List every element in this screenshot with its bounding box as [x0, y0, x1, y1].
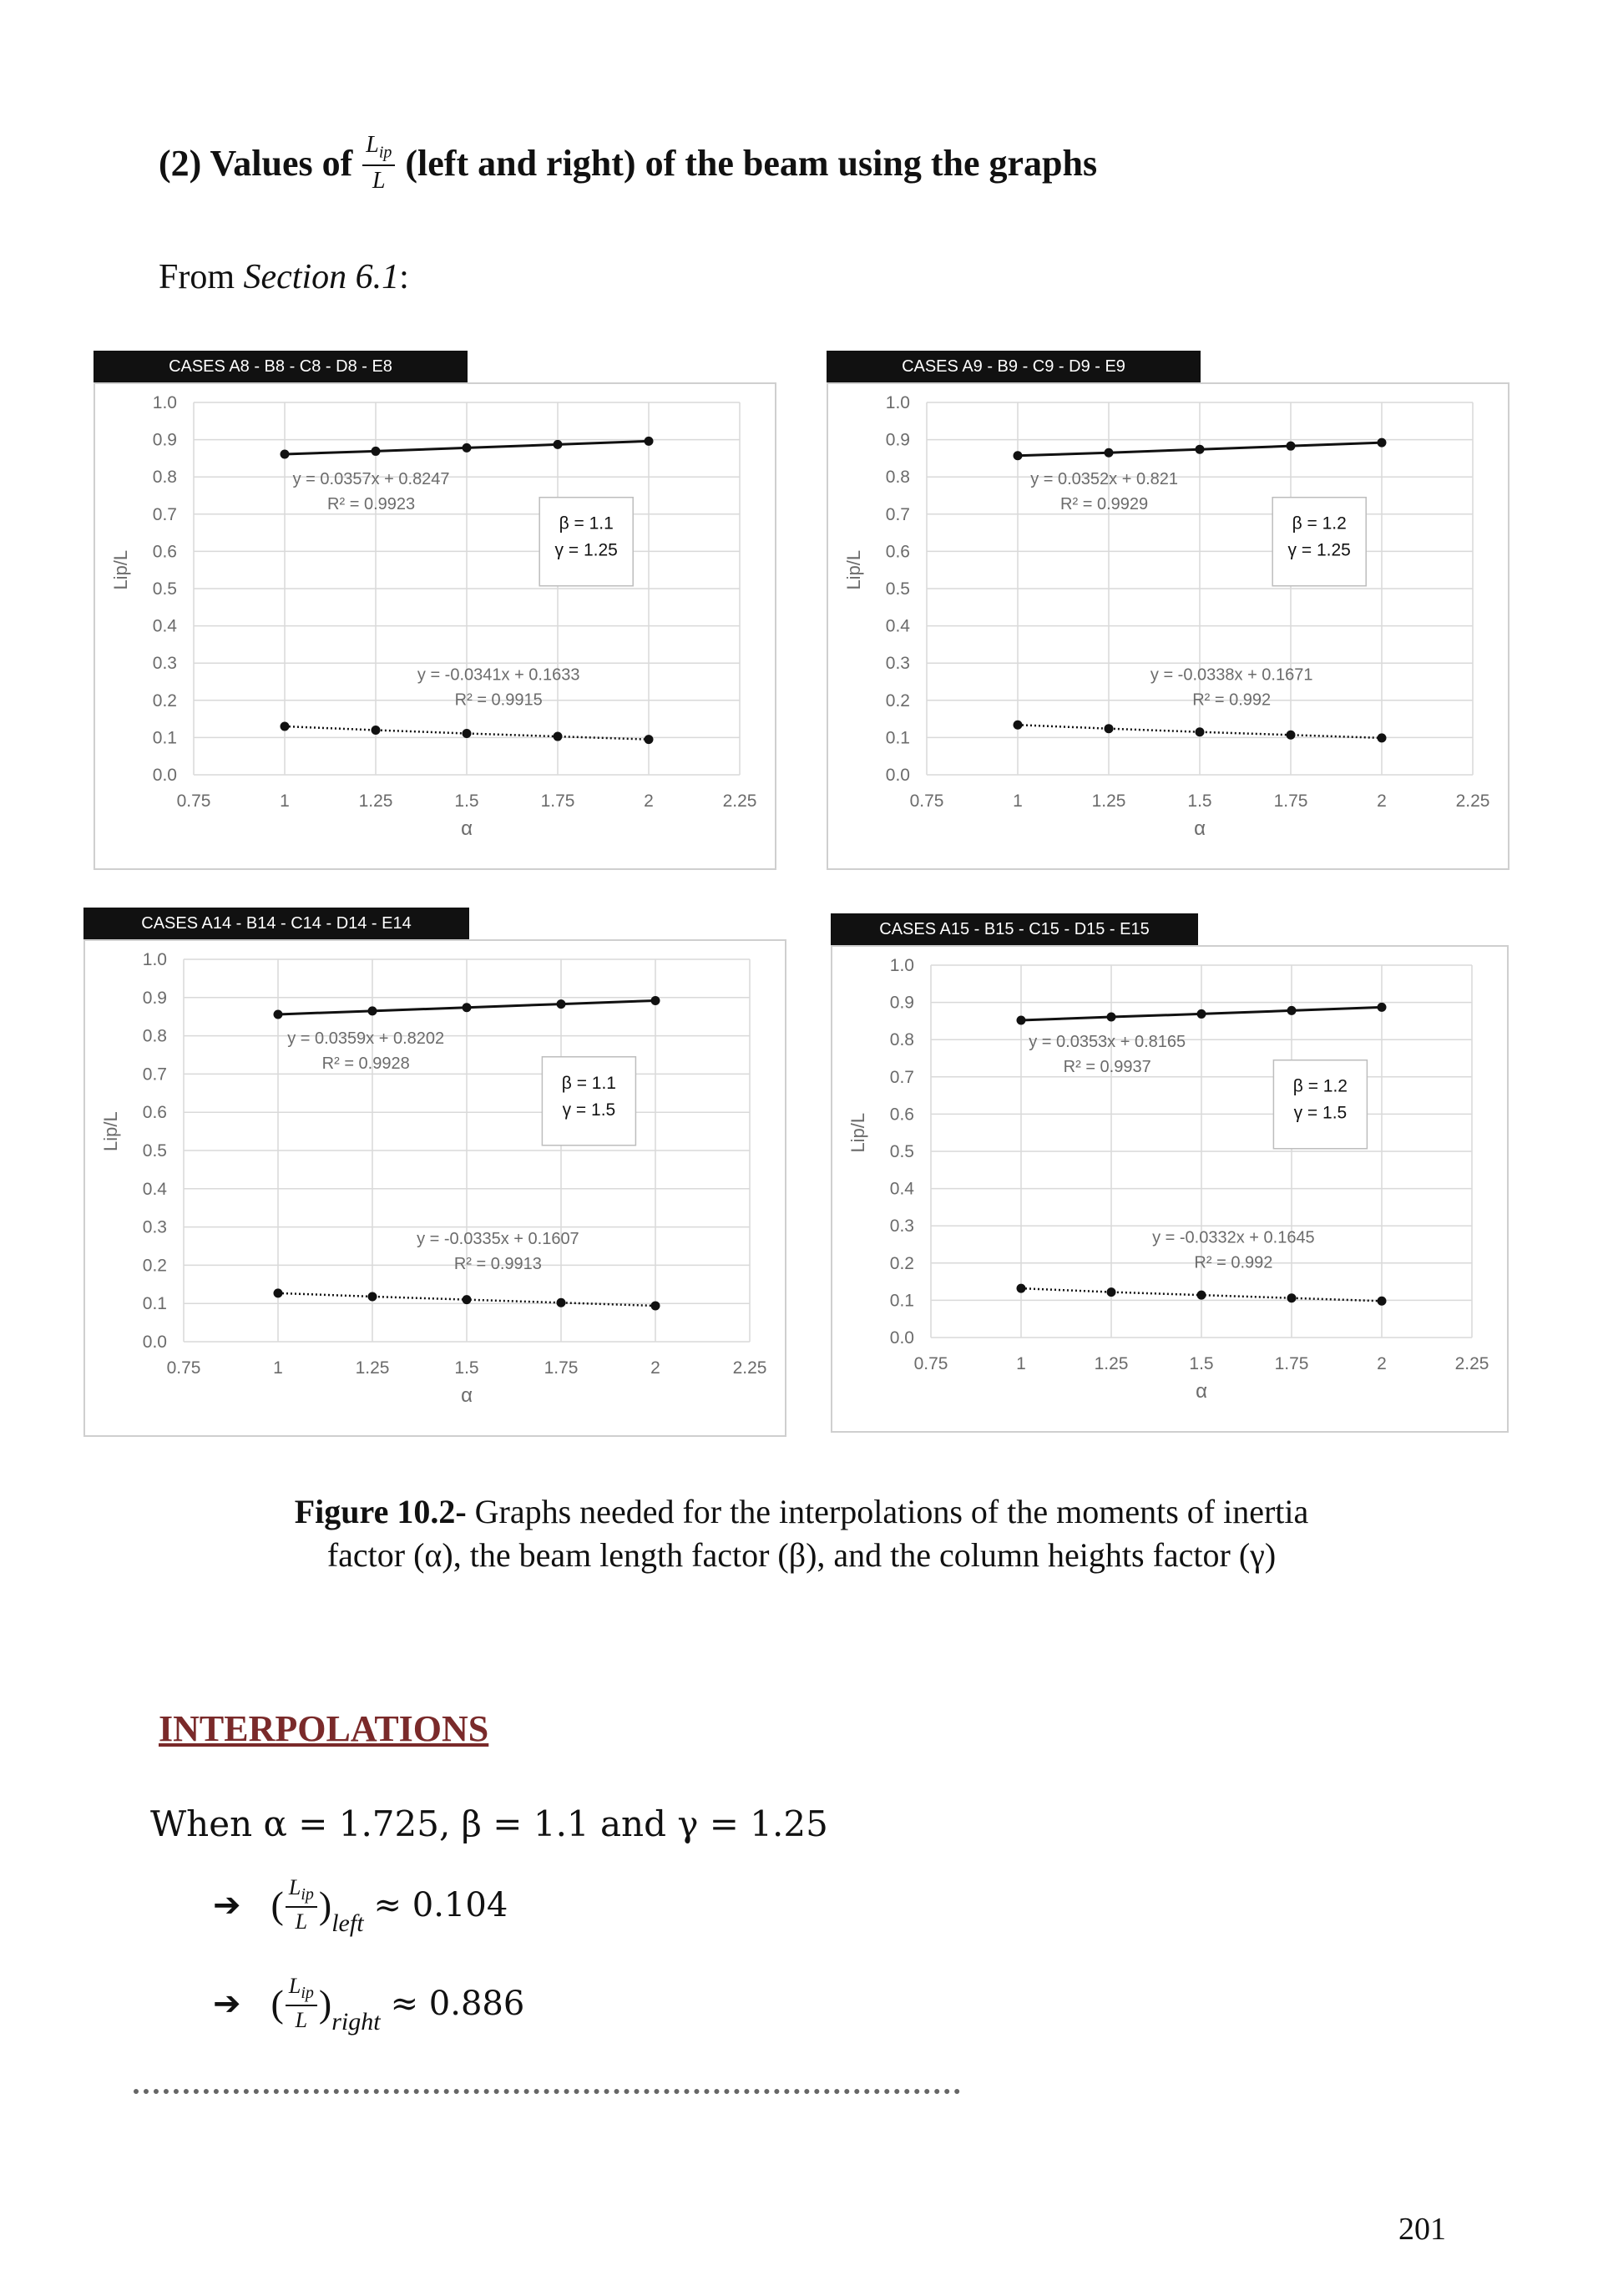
- data-point: [1197, 1291, 1206, 1300]
- data-point: [1196, 445, 1205, 454]
- y-tick-label: 0.2: [152, 690, 177, 711]
- y-tick-label: 0.8: [889, 1030, 914, 1050]
- from-section-line: [159, 257, 409, 297]
- parameter-label: γ = 1.5: [562, 1100, 616, 1120]
- x-tick-label: 2: [644, 791, 654, 811]
- data-point: [1105, 448, 1114, 458]
- heading-prefix: (2) Values of: [159, 142, 353, 184]
- trendline-equation: y = 0.0357x + 0.8247: [292, 470, 450, 489]
- frac-numerator: L: [288, 1875, 301, 1899]
- data-point: [645, 437, 654, 446]
- from-suffix: :: [399, 258, 409, 296]
- chart-svg: [95, 384, 775, 868]
- data-point: [372, 726, 381, 735]
- y-tick-label: 0.1: [152, 728, 177, 748]
- result-value: ≈ 0.104: [373, 1885, 508, 1924]
- result-value: ≈ 0.886: [390, 1984, 525, 2023]
- y-tick-label: 0.3: [152, 654, 177, 674]
- parameter-label: β = 1.2: [1292, 1076, 1348, 1096]
- y-tick-label: 0.5: [152, 579, 177, 599]
- y-tick-label: 0.3: [885, 654, 910, 674]
- arrow-right-icon: ➔: [213, 1984, 241, 2023]
- y-tick-label: 0.7: [152, 504, 177, 524]
- data-point: [1378, 733, 1387, 742]
- data-point: [463, 1295, 472, 1304]
- caption-line-2: factor (α), the beam length factor (β), and the column heights factor (γ): [326, 1536, 1277, 1574]
- y-tick-label: 0.3: [889, 1216, 914, 1237]
- data-point: [1107, 1287, 1116, 1297]
- y-tick-label: 0.6: [885, 542, 910, 562]
- x-tick-label: 0.75: [909, 791, 944, 811]
- data-point: [1287, 442, 1296, 451]
- x-axis-label: α: [461, 1384, 473, 1407]
- trendline-equation: y = 0.0359x + 0.8202: [287, 1029, 445, 1048]
- data-point: [281, 449, 290, 458]
- y-axis-label: Lip/L: [847, 1112, 868, 1153]
- y-tick-label: 0.7: [889, 1067, 914, 1087]
- x-tick-label: 0.75: [913, 1354, 948, 1373]
- x-tick-label: 1.75: [1273, 791, 1308, 811]
- chart-frame: [831, 945, 1509, 1433]
- x-axis-label: α: [461, 817, 473, 840]
- heading-suffix: (left and right) of the beam using the graphs: [405, 142, 1098, 184]
- lip-over-l-fraction: [286, 1975, 317, 2031]
- x-tick-label: 1: [273, 1358, 283, 1378]
- y-tick-label: 0.0: [889, 1328, 914, 1348]
- y-tick-label: 0.0: [152, 766, 177, 785]
- figure-caption: [209, 1490, 1394, 1577]
- data-point: [1287, 1006, 1297, 1015]
- trendline-r-squared: R² = 0.9929: [1060, 495, 1149, 514]
- x-tick-label: 2: [1377, 1354, 1387, 1373]
- lip-over-l-fraction: [286, 1877, 317, 1933]
- data-point: [645, 735, 654, 744]
- trendline-r-squared: R² = 0.9923: [327, 495, 416, 514]
- x-tick-label: 1.75: [544, 1358, 579, 1378]
- data-point: [651, 1301, 660, 1310]
- frac-denominator: L: [372, 167, 386, 194]
- trendline-equation: y = -0.0332x + 0.1645: [1152, 1228, 1315, 1247]
- y-tick-label: 0.5: [142, 1141, 167, 1161]
- y-tick-label: 0.6: [142, 1103, 167, 1123]
- x-tick-label: 2.25: [732, 1358, 767, 1378]
- parameter-label: γ = 1.25: [554, 540, 618, 560]
- x-tick-label: 1.5: [1189, 1354, 1214, 1373]
- section-heading: [159, 134, 1097, 193]
- y-tick-label: 0.2: [889, 1253, 914, 1273]
- y-tick-label: 0.2: [885, 690, 910, 711]
- data-point: [372, 447, 381, 456]
- data-point: [274, 1288, 283, 1297]
- x-tick-label: 1.75: [540, 791, 575, 811]
- x-tick-label: 1.25: [1094, 1354, 1129, 1373]
- data-point: [463, 443, 472, 453]
- y-tick-label: 0.0: [142, 1333, 167, 1352]
- caption-line-1: Graphs needed for the interpolations of the moments of inertia: [466, 1493, 1309, 1530]
- trendline-r-squared: R² = 0.9928: [321, 1054, 410, 1073]
- y-tick-label: 0.9: [142, 988, 167, 1008]
- data-point: [1107, 1012, 1116, 1021]
- data-point: [1287, 1293, 1297, 1302]
- x-tick-label: 1.75: [1274, 1354, 1309, 1373]
- data-point: [1017, 1284, 1026, 1293]
- data-point: [274, 1009, 283, 1019]
- y-tick-label: 0.9: [152, 430, 177, 450]
- parameter-label: β = 1.1: [559, 513, 614, 534]
- y-tick-label: 0.9: [885, 430, 910, 450]
- data-point: [463, 1003, 472, 1012]
- page-number: 201: [1398, 2212, 1446, 2247]
- y-tick-label: 0.9: [889, 993, 914, 1013]
- data-point: [1378, 1003, 1387, 1012]
- x-tick-label: 1.5: [1187, 791, 1212, 811]
- y-tick-label: 0.4: [889, 1179, 914, 1199]
- y-tick-label: 0.7: [142, 1065, 167, 1085]
- x-tick-label: 1.25: [358, 791, 393, 811]
- data-point: [557, 1298, 566, 1307]
- interpolation-conditions: [150, 1803, 828, 1845]
- x-tick-label: 1: [1016, 1354, 1026, 1373]
- y-tick-label: 0.0: [885, 766, 910, 785]
- x-axis-label: α: [1194, 817, 1206, 840]
- data-point: [368, 1292, 377, 1301]
- data-point: [463, 729, 472, 738]
- x-tick-label: 0.75: [176, 791, 211, 811]
- chart-title: CASES A9 - B9 - C9 - D9 - E9: [827, 351, 1201, 382]
- trendline-r-squared: R² = 0.992: [1194, 1253, 1273, 1272]
- frac-numerator: L: [366, 132, 379, 158]
- y-tick-label: 0.2: [142, 1256, 167, 1276]
- y-axis-label: Lip/L: [843, 549, 864, 590]
- chart-frame: [827, 382, 1509, 870]
- chart-svg: [832, 947, 1507, 1431]
- data-point: [554, 440, 563, 449]
- y-tick-label: 0.5: [885, 579, 910, 599]
- trendline-equation: y = -0.0341x + 0.1633: [417, 665, 580, 685]
- x-axis-label: α: [1196, 1380, 1207, 1403]
- x-tick-label: 2: [650, 1358, 660, 1378]
- trendline-equation: y = -0.0338x + 0.1671: [1150, 665, 1313, 685]
- frac-numerator-sub: ip: [378, 143, 392, 162]
- parameter-label: β = 1.2: [1292, 513, 1347, 534]
- data-point: [1287, 731, 1296, 740]
- trendline-equation: y = 0.0353x + 0.8165: [1029, 1033, 1186, 1052]
- y-axis-label: Lip/L: [100, 1111, 121, 1151]
- frac-numerator-sub: ip: [301, 1984, 314, 2003]
- frac-denominator: L: [295, 1909, 308, 1934]
- data-point: [1196, 727, 1205, 736]
- chart-title: CASES A15 - B15 - C15 - D15 - E15: [831, 913, 1198, 945]
- data-point: [554, 732, 563, 741]
- y-tick-label: 0.4: [885, 616, 910, 636]
- y-tick-label: 0.8: [152, 468, 177, 488]
- y-tick-label: 0.4: [152, 616, 177, 636]
- data-point: [557, 999, 566, 1009]
- y-tick-label: 0.1: [885, 728, 910, 748]
- y-tick-label: 0.6: [152, 542, 177, 562]
- data-point: [1014, 451, 1023, 460]
- y-tick-label: 0.3: [142, 1217, 167, 1237]
- data-point: [281, 722, 290, 731]
- result-subscript: right: [331, 2007, 381, 2036]
- x-tick-label: 1.25: [355, 1358, 390, 1378]
- arrow-right-icon: ➔: [213, 1885, 241, 1924]
- chart-svg: [828, 384, 1508, 868]
- x-tick-label: 2.25: [722, 791, 757, 811]
- y-tick-label: 0.6: [889, 1105, 914, 1125]
- x-tick-label: 2: [1377, 791, 1387, 811]
- frac-numerator: L: [288, 1974, 301, 1998]
- parameter-label: γ = 1.5: [1293, 1103, 1348, 1123]
- x-tick-label: 0.75: [166, 1358, 201, 1378]
- parameter-label: β = 1.1: [561, 1073, 617, 1093]
- x-tick-label: 2.25: [1454, 1354, 1489, 1373]
- chart-frame: [83, 939, 786, 1437]
- x-tick-label: 1.5: [454, 791, 479, 811]
- trendline-equation: y = 0.0352x + 0.821: [1030, 470, 1179, 489]
- x-tick-label: 1.25: [1091, 791, 1126, 811]
- data-point: [1014, 721, 1023, 730]
- y-tick-label: 0.4: [142, 1179, 167, 1199]
- chart-title: CASES A8 - B8 - C8 - D8 - E8: [94, 351, 468, 382]
- y-tick-label: 0.1: [142, 1294, 167, 1314]
- lip-over-l-fraction: [362, 134, 395, 193]
- data-point: [1378, 1297, 1387, 1306]
- y-tick-label: 0.8: [142, 1026, 167, 1046]
- y-tick-label: 0.1: [889, 1291, 914, 1311]
- dotted-divider: [134, 2089, 960, 2094]
- y-tick-label: 1.0: [152, 393, 177, 412]
- result-left: ➔ ( $\frac{L_{ip}}{L}$ ) left ≈ 0.104: [213, 1875, 508, 1937]
- y-axis-label: Lip/L: [110, 549, 131, 590]
- data-point: [651, 996, 660, 1005]
- data-point: [1017, 1016, 1026, 1025]
- figure-label: Figure 10.2-: [294, 1493, 467, 1530]
- y-tick-label: 1.0: [889, 956, 914, 975]
- data-point: [1378, 438, 1387, 448]
- frac-numerator-sub: ip: [301, 1885, 314, 1904]
- data-point: [368, 1006, 377, 1015]
- y-tick-label: 0.8: [885, 468, 910, 488]
- trendline-equation: y = -0.0335x + 0.1607: [417, 1230, 579, 1249]
- interpolations-heading: INTERPOLATIONS: [159, 1708, 489, 1749]
- chart-title: CASES A14 - B14 - C14 - D14 - E14: [83, 908, 469, 939]
- parameter-label: γ = 1.25: [1287, 540, 1351, 560]
- x-tick-label: 1.5: [454, 1358, 479, 1378]
- x-tick-label: 2.25: [1455, 791, 1490, 811]
- x-tick-label: 1: [1013, 791, 1023, 811]
- conditions-text: When α = 1.725, β = 1.1 and γ = 1.25: [150, 1803, 828, 1844]
- chart-svg: [85, 941, 785, 1435]
- result-subscript: left: [331, 1909, 364, 1937]
- y-tick-label: 0.7: [885, 504, 910, 524]
- data-point: [1105, 724, 1114, 733]
- y-tick-label: 1.0: [142, 950, 167, 969]
- frac-denominator: L: [295, 2008, 308, 2033]
- data-point: [1197, 1009, 1206, 1019]
- trendline-r-squared: R² = 0.9915: [454, 690, 543, 710]
- trendline-r-squared: R² = 0.9937: [1063, 1058, 1151, 1077]
- y-tick-label: 1.0: [885, 393, 910, 412]
- result-right: ➔ ( $\frac{L_{ip}}{L}$ ) right ≈ 0.886: [213, 1974, 525, 2036]
- y-tick-label: 0.5: [889, 1142, 914, 1161]
- from-prefix: From: [159, 258, 244, 296]
- trendline-r-squared: R² = 0.992: [1192, 690, 1272, 710]
- trendline-r-squared: R² = 0.9913: [453, 1255, 542, 1274]
- x-tick-label: 1: [280, 791, 290, 811]
- chart-frame: [94, 382, 776, 870]
- section-reference: Section 6.1: [243, 258, 400, 296]
